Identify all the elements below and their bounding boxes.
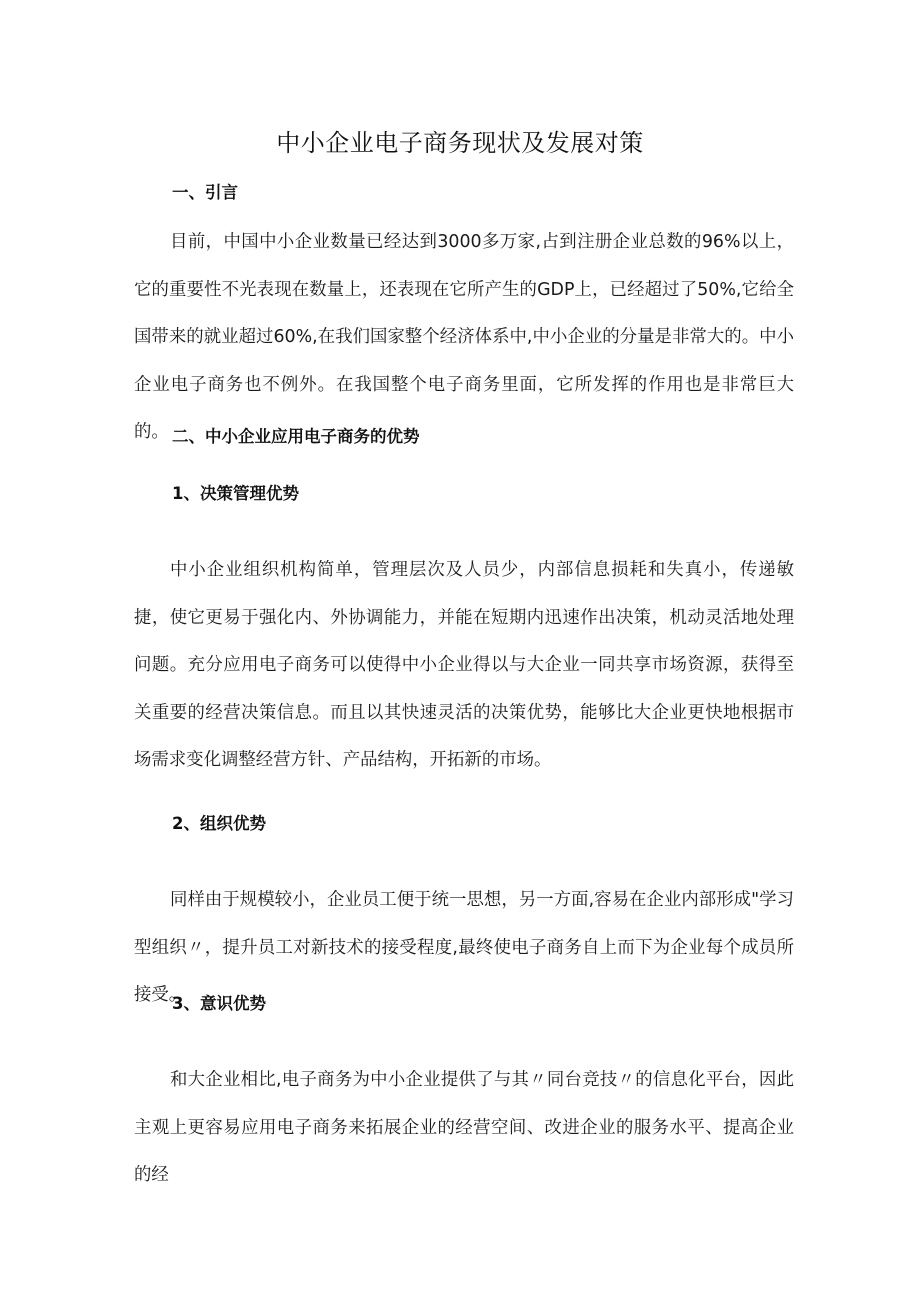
document-title: 中小企业电子商务现状及发展对策 [276,129,644,157]
section-paragraph-introduction: 目前，中国中小企业数量已经达到3000多万家,占到注册企业总数的96%以上，它的重要性不光表现在数量上，还表现在它所产生的GDP上，已经超过了50%,它给全国带来的就业超过60%,在我们国家整个经济体系中,中小企业的分量是非常大的。中小企业电子商务也不例外。在我国整个电子商务里面，它所发挥的作用也是非常巨大的。 [134,232,794,442]
section-heading-introduction: 一、引言 [172,183,238,202]
section-paragraph-organization: 同样由于规模较小，企业员工便于统一思想，另一方面,容易在企业内部形成"学习型组织〃，提升员工对新技术的接受程度,最终使电子商务自上而下为企业每个成员所接受。 [134,890,794,1005]
section-paragraph-decision-management: 中小企业组织机构简单，管理层次及人员少，内部信息损耗和失真小，传递敏捷，使它更易于强化内、外协调能力，并能在短期内迅速作出决策，机动灵活地处理问题。充分应用电子商务可以使得中小企业得以与大企业一同共享市场资源，获得至关重要的经营决策信息。而且以其快速灵活的决策优势，能够比大企业更快地根据市场需求变化调整经营方针、产品结构，开拓新的市场。 [134,560,794,770]
section-heading-awareness: 3、意识优势 [172,994,266,1013]
section-paragraph-awareness: 和大企业相比,电子商务为中小企业提供了与其〃同台竞技〃的信息化平台，因此主观上更容易应用电子商务来拓展企业的经营空间、改进企业的服务水平、提高企业的经 [134,1070,794,1185]
section-heading-organization: 2、组织优势 [172,814,266,833]
section-heading-decision-management: 1、决策管理优势 [172,484,299,503]
section-heading-advantages: 二、中小企业应用电子商务的优势 [172,427,420,446]
